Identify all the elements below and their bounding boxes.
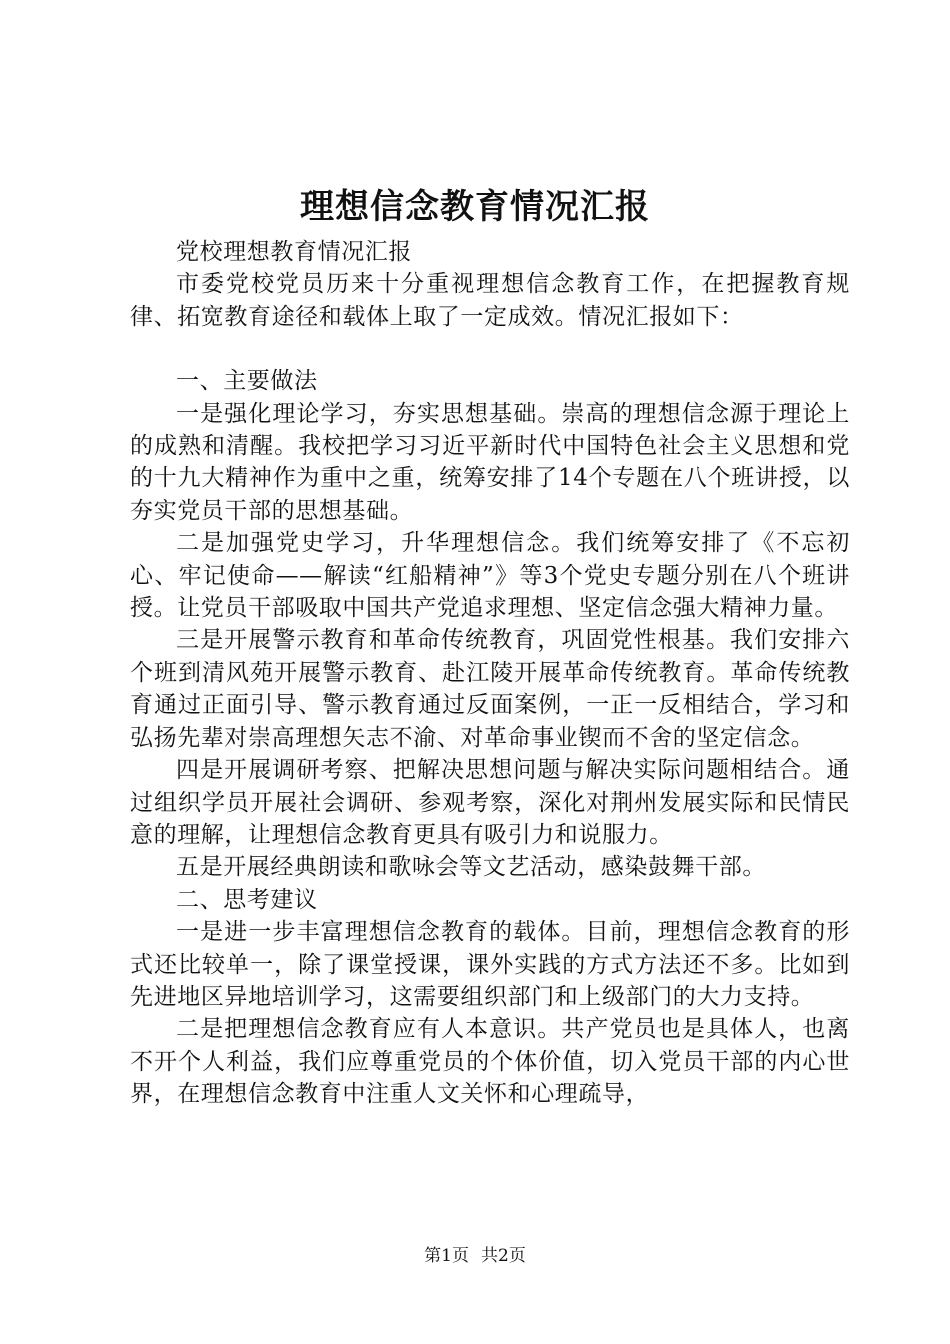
page-number: 第1页: [424, 1246, 469, 1266]
page-footer: [0, 1244, 950, 1268]
paragraph-intro: 市委党校党员历来十分重视理想信念教育工作，在把握教育规律、拓宽教育途径和载体上取了一定成效。情况汇报如下：: [130, 271, 850, 330]
section-heading-main-practices: 一、主要做法: [176, 368, 318, 395]
document-body: [130, 236, 850, 1111]
document-title: 理想信念教育情况汇报: [300, 187, 650, 227]
paragraph-practice-4: 四是开展调研考察、把解决思想问题与解决实际问题相结合。通过组织学员开展社会调研、参观考察，深化对荆州发展实际和民情民意的理解，让理想信念教育更具有吸引力和说服力。: [130, 757, 850, 848]
paragraph-suggestion-2: 二是把理想信念教育应有人本意识。共产党员也是具体人，也离不开个人利益，我们应尊重党员的个体价值，切入党员干部的内心世界，在理想信念教育中注重人文关怀和心理疏导，: [130, 1016, 850, 1108]
section-heading-suggestions: 二、思考建议: [176, 886, 318, 913]
paragraph-suggestion-1: 一是进一步丰富理想信念教育的载体。目前，理想信念教育的形式还比较单一，除了课堂授课，课外实践的方式方法还不多。比如到先进地区异地培训学习，这需要组织部门和上级部门的大力支持。: [130, 919, 850, 1010]
paragraph-practice-1: 一是强化理论学习，夯实思想基础。崇高的理想信念源于理论上的成熟和清醒。我校把学习习近平新时代中国特色社会主义思想和党的十九大精神作为重中之重，统筹安排了14个专题在八个班讲授，以夯实党员干部的思想基础。: [130, 400, 850, 524]
page-total: 共2页: [481, 1246, 526, 1266]
paragraph-practice-3: 三是开展警示教育和革命传统教育，巩固党性根基。我们安排六个班到清风苑开展警示教育、赴江陵开展革命传统教育。革命传统教育通过正面引导、警示教育通过反面案例，一正一反相结合，学习和弘扬先辈对崇高理想矢志不渝、对革命事业锲而不舍的坚定信念。: [130, 627, 850, 751]
paragraph-practice-2: 二是加强党史学习，升华理想信念。我们统筹安排了《不忘初心、牢记使命——解读“红船精神”》等3个党史专题分别在八个班讲授。让党员干部吸取中国共产党追求理想、坚定信念强大精神力量。: [130, 530, 850, 622]
paragraph-subtitle: 党校理想教育情况汇报: [176, 239, 412, 265]
paragraph-practice-5: 五是开展经典朗读和歌咏会等文艺活动，感染鼓舞干部。: [176, 854, 766, 881]
